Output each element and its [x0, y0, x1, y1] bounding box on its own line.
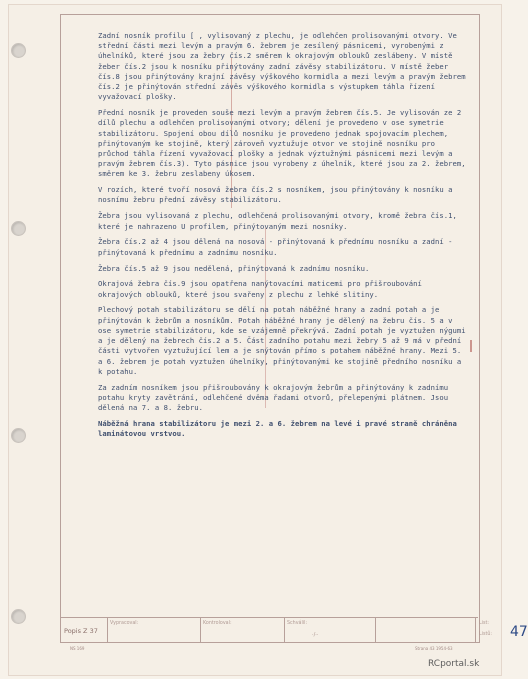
paragraph: Žebra čís.2 až 4 jsou dělená na nosová - přinýtovaná k přednímu nosníku a zadní - přinýtovaná k přednímu a zadnímu nosníku.	[98, 237, 453, 257]
title-block	[60, 617, 528, 642]
made-by-label: Vypracoval:	[110, 621, 139, 626]
bold-paragraph: Náběžná hrana stabilizátoru je mezi 2. a 6. žebrem na levé i pravé straně chráněna laminátovou vrstvou.	[98, 418, 457, 439]
paragraph: Plechový potah stabilizátoru se dělí na potah náběžné hrany a zadní potah a je přinýtován k žebrům a nosníkům. Potah náběžné hrany je dělený na žebru čís. 5 a v ose symetrie stabilizátoru, kde se vzájemně překrývá. Zadní potah je vyztužen nýgumi a je dělený na žebrech čís.2 a 5. Část zadního potahu mezi žebry 5 až 9 má v přední části vytvořen vyztužující lem a je snýtován přímo s potahem náběžné hrany. Mezi 5. a 6. žebrem je potah vyztužen úhelníky, přinýtovanými ke stojině předního nosníku a k potahu.	[98, 305, 466, 376]
paragraph: Žebra jsou vylisovaná z plechu, odlehčená prolisovanými otvory, kromě žebra čís.1, které je nahrazeno U profilem, přinýtovaným mezi nosníky.	[98, 211, 457, 231]
approved-by-label: Schválil:	[287, 621, 308, 626]
form-stamp-right: Strana 43 1954-63	[415, 646, 453, 651]
lists-label: Listů:	[479, 632, 493, 637]
punch-hole	[11, 609, 26, 624]
paragraph: Žebra čís.5 až 9 jsou nedělená, přinýtovaná k zadnímu nosníku.	[98, 263, 370, 273]
page-label: Popis Z 37	[64, 627, 98, 635]
red-pencil-mark	[470, 340, 472, 352]
list-label: List:	[479, 621, 490, 626]
approved-mark: ·/··	[312, 632, 319, 638]
form-stamp-left: NS 169	[70, 646, 85, 651]
paragraph: Za zadním nosníkem jsou přišroubovány k okrajovým žebrům a přinýtovány k zadnímu potahu kryty zavětrání, odlehčené dvěma řadami otvorů, přelepenými plátnem. Jsou dělená na 7. a 8. žebru.	[98, 382, 449, 412]
approved-by-cell	[284, 618, 376, 642]
checked-by-cell	[200, 618, 285, 642]
punch-hole	[11, 221, 26, 236]
divider	[475, 618, 476, 642]
punch-hole	[11, 428, 26, 443]
sheet-number-cell	[375, 618, 528, 642]
checked-by-label: Kontroloval:	[203, 621, 232, 626]
paragraph: V rozích, které tvoří nosová žebra čís.2 s nosníkem, jsou přinýtovány k nosníku a nosnímu žebru přední závěsy stabilizátoru.	[98, 185, 453, 205]
punch-hole	[11, 43, 26, 58]
paragraph: Přední nosník je proveden souše mezi levým a pravým žebrem čís.5. Je vylisován ze 2 dílů plechu a odlehčen prolisovanými otvory; dělení je provedeno v ose symetrie stabilizátoru. Spojení obou dílů nosníku je provedeno jednak spojovacím plechem, přinýtovaným ke stojině, který zároveň vyztužuje otvor ve stojině nosníku pro průchod táhla řízení vyvažovací plošky a jednak výztužnými pásnicemi mezi levým a pravým žebrem čís.3). Tyto pásnice jsou vyrobeny z úhelník, které jsou za 2. žebrem, směrem ke 3. žebru zeslabeny úkosem.	[98, 108, 466, 179]
paragraph: Okrajová žebra čís.9 jsou opatřena nanýtovacími maticemi pro přišroubování okrajových oblouků, které jsou svařeny z plechu z lehké slitiny.	[98, 279, 422, 299]
made-by-cell	[107, 618, 201, 642]
paragraph: Zadní nosník profilu [ , vylisovaný z plechu, je odlehčen prolisovanými otvory. Ve střední části mezi levým a pravým 6. žebrem je zesílený pásnicemi, vyrobenými z úhelníků, které jsou za žebry čís.2 směrem k okrajovým oblouků zeslábeny. V místě žeber čís.2 jsou k nosníku přinýtovány zadní závěsy stabilizátoru. V místě žeber čís.8 jsou přinýtovány krajní závěsy výškového kormidla a mezi levým a pravým žebrem čís.2 je přinýtován střední závěs výškového kormidla s výstupkem táhla řízení vyvažovací plošky.	[98, 31, 466, 102]
watermark: RCportal.sk	[428, 659, 480, 669]
page-number: 47	[510, 624, 528, 640]
document-body	[98, 31, 470, 445]
page-label-cell	[60, 618, 108, 642]
